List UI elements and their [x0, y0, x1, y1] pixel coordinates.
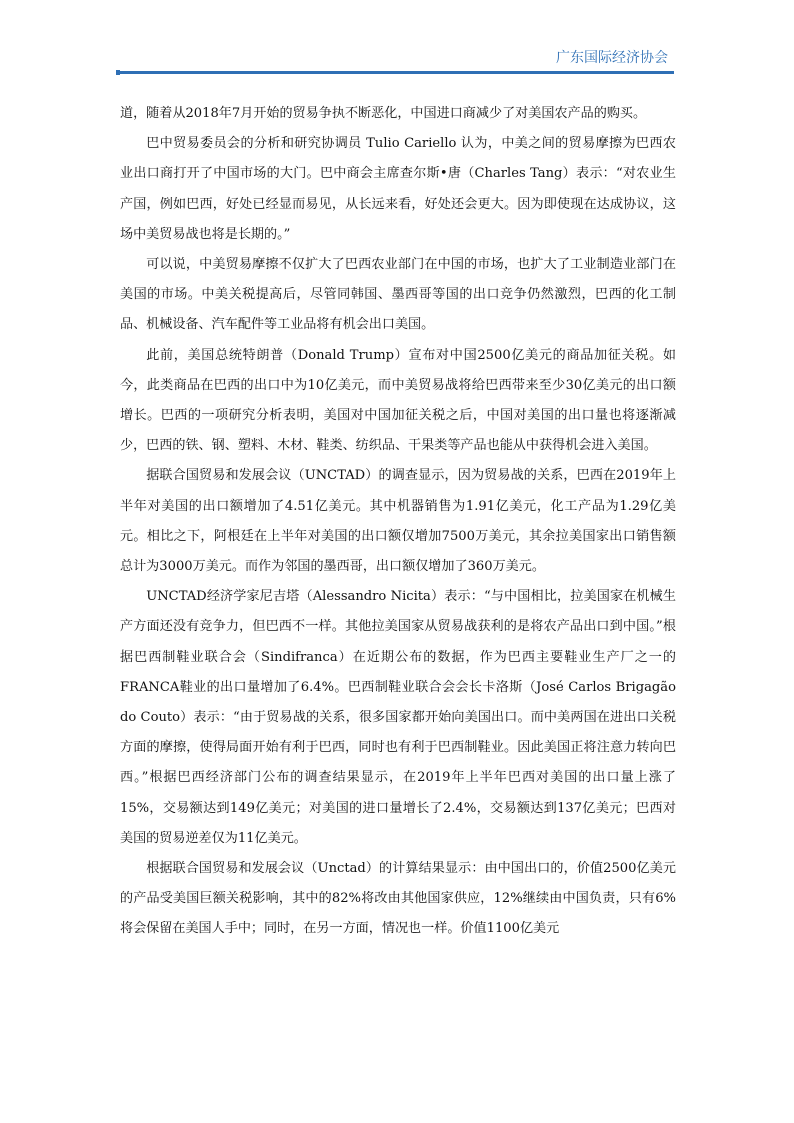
paragraph: 道，随着从2018年7月开始的贸易争执不断恶化，中国进口商减少了对美国农产品的购买。: [120, 106, 647, 121]
paragraph: UNCTAD经济学家尼吉塔（Alessandro Nicita）表示：“与中国相比，拉美国家在机械生产方面还没有竞争力，但巴西不一样。其他拉美国家从贸易战获利的是将农产品出口到中国。”根据巴西制鞋业联合会（Sindifranca）在近期公布的数据，作为巴西主要鞋业生产厂之一的FRANCA鞋业的出口量增加了6.4%。巴西制鞋业联合会会长卡洛斯（José Carlos Brigagão do Couto）表示：“由于贸易战的关系，很多国家都开始向美国出口。而中美两国在进出口关税方面的摩擦，使得局面开始有利于巴西，同时也有利于巴西制鞋业。因此美国正将注意力转向巴西。”根据巴西经济部门公布的调查结果显示，在2019年上半年巴西对美国的出口量上涨了15%，交易额达到149亿美元；对美国的进口量增长了2.4%，交易额达到137亿美元；巴西对美国的贸易逆差仅为11亿美元。: [120, 589, 676, 846]
header-organization: 广东国际经济协会: [556, 50, 668, 66]
header-divider: [118, 71, 674, 74]
paragraph: 根据联合国贸易和发展会议（Unctad）的计算结果显示：由中国出口的，价值2500亿美元的产品受美国巨额关税影响，其中的82%将改由其他国家供应，12%继续由中国负责，只有6%将会保留在美国人手中；同时，在另一方面，情况也一样。价值1100亿美元: [120, 861, 676, 937]
paragraph: 可以说，中美贸易摩擦不仅扩大了巴西农业部门在中国的市场，也扩大了工业制造业部门在美国的市场。中美关税提高后，尽管同韩国、墨西哥等国的出口竞争仍然激烈，巴西的化工制品、机械设备、汽车配件等工业品将有机会出口美国。: [120, 257, 676, 333]
paragraph: 据联合国贸易和发展会议（UNCTAD）的调查显示，因为贸易战的关系，巴西在2019年上半年对美国的出口额增加了4.51亿美元。其中机器销售为1.91亿美元，化工产品为1.29亿美元。相比之下，阿根廷在上半年对美国的出口额仅增加7500万美元，其余拉美国家出口销售额总计为3000万美元。而作为邻国的墨西哥，出口额仅增加了360万美元。: [120, 468, 676, 575]
article-body: [120, 99, 676, 945]
paragraph: 巴中贸易委员会的分析和研究协调员 Tulio Cariello 认为，中美之间的贸易摩擦为巴西农业出口商打开了中国市场的大门。巴中商会主席查尔斯•唐（Charles Tang）表示：“对农业生产国，例如巴西，好处已经显而易见，从长远来看，好处还会更大。因为即使现在达成协议，这场中美贸易战也将是长期的。”: [120, 136, 676, 242]
paragraph: 此前，美国总统特朗普（Donald Trump）宣布对中国2500亿美元的商品加征关税。如今，此类商品在巴西的出口中为10亿美元，而中美贸易战将给巴西带来至少30亿美元的出口额增长。巴西的一项研究分析表明，美国对中国加征关税之后，中国对美国的出口量也将逐渐减少，巴西的铁、钢、塑料、木材、鞋类、纺织品、干果类等产品也能从中获得机会进入美国。: [120, 347, 676, 454]
